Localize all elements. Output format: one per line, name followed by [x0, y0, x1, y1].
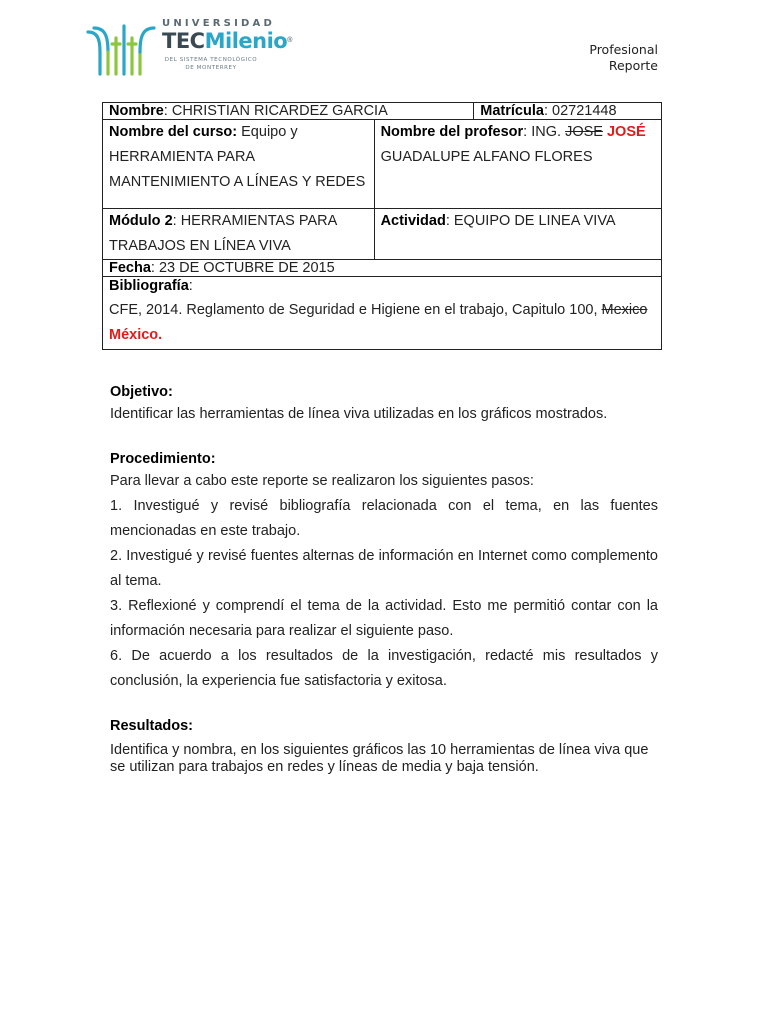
bibliografia-value: CFE, 2014. Reglamento de Seguridad e Higiene en el trabajo, Capitulo 100, — [109, 302, 602, 318]
report-body — [110, 382, 658, 776]
header-reporte: Reporte — [608, 58, 658, 73]
student-info-table — [102, 102, 662, 350]
profesor-struck-text: JOSE — [565, 124, 603, 140]
bibliografia-cell — [103, 277, 662, 350]
procedure-step: 6. De acuerdo a los resultados de la investigación, redacté mis resultados y conclusión, la experiencia fue satisfactoria y exitosa. — [110, 648, 658, 689]
table-row — [103, 103, 662, 120]
nombre-value: : CHRISTIAN RICARDEZ GARCIA — [163, 103, 388, 119]
logo-wordmark — [162, 18, 292, 72]
logo-registered: ® — [287, 37, 293, 44]
bibliografia-colon: : — [188, 278, 193, 294]
fecha-cell — [103, 260, 662, 277]
modulo-label: Módulo 2 — [109, 213, 173, 229]
nombre-cell — [103, 103, 474, 120]
bibliografia-heading — [109, 277, 655, 294]
logo-subtitle-2: DE MONTERREY — [185, 65, 237, 71]
table-row — [103, 209, 662, 260]
table-row — [103, 277, 662, 350]
profesor-label: Nombre del profesor — [380, 124, 524, 140]
logo-tec: TEC — [162, 29, 205, 53]
curso-value: Equipo y HERRAMIENTA PARA MANTENIMIENTO A LÍNEAS Y REDES — [109, 124, 366, 190]
objetivo-title: Objetivo: — [110, 384, 173, 400]
logo-tecmilenio — [162, 29, 292, 56]
profesor-rest: GUADALUPE ALFANO FLORES — [380, 149, 593, 165]
actividad-cell — [374, 209, 661, 260]
modulo-cell — [103, 209, 375, 260]
bibliografia-entry — [109, 294, 655, 349]
objetivo-text: Identificar las herramientas de línea viva utilizadas en los gráficos mostrados. — [110, 406, 608, 422]
actividad-label: Actividad — [380, 213, 446, 229]
bibliografia-struck-text: Mexico — [601, 302, 648, 318]
resultados-text: Identifica y nombra, en los siguientes gráficos las 10 herramientas de línea viva que se utilizan para trabajos en redes y líneas de media y baja tensión. — [110, 742, 649, 775]
logo-milenio: Milenio — [204, 29, 288, 53]
document-header — [589, 42, 658, 74]
logo-subtitle-1: DEL SISTEMA TECNOLÓGICO — [164, 57, 258, 63]
modulo-value: : HERRAMIENTAS PARA TRABAJOS EN LÍNEA VIVA — [109, 213, 337, 254]
bibliografia-label: Bibliografía — [109, 278, 189, 294]
table-row — [103, 120, 662, 209]
curso-cell — [103, 120, 375, 209]
profesor-value: : ING. — [523, 124, 566, 140]
profesor-correction: JOSÉ — [606, 124, 646, 140]
procedure-step: 1. Investigué y revisé bibliografía relacionada con el tema, en las fuentes mencionadas en este trabajo. — [110, 498, 658, 539]
table-row — [103, 260, 662, 277]
procedure-step: 3. Reflexioné y comprendí el tema de la actividad. Esto me permitió contar con la información necesaria para realizar el siguiente paso. — [110, 598, 658, 639]
university-logo — [84, 18, 293, 82]
procedimiento-title: Procedimiento: — [110, 451, 216, 467]
tecmilenio-emblem-icon — [84, 22, 156, 78]
procedimiento-intro: Para llevar a cabo este reporte se realizaron los siguientes pasos: — [110, 473, 534, 489]
fecha-label: Fecha — [109, 260, 151, 276]
matricula-cell — [474, 103, 662, 120]
bibliografia-correction: México. — [109, 327, 163, 343]
matricula-value: : 02721448 — [543, 103, 617, 119]
header-profesional: Profesional — [589, 42, 658, 57]
curso-label: Nombre del curso: — [109, 124, 238, 140]
fecha-value: : 23 DE OCTUBRE DE 2015 — [150, 260, 335, 276]
nombre-label: Nombre — [109, 103, 164, 119]
matricula-label: Matrícula — [480, 103, 544, 119]
profesor-cell — [374, 120, 661, 209]
resultados-title: Resultados: — [110, 718, 193, 734]
logo-universidad: UNIVERSIDAD — [162, 18, 275, 29]
actividad-value: : EQUIPO DE LINEA VIVA — [445, 213, 616, 229]
procedure-step: 2. Investigué y revisé fuentes alternas de información en Internet como complemento al tema. — [110, 548, 658, 589]
